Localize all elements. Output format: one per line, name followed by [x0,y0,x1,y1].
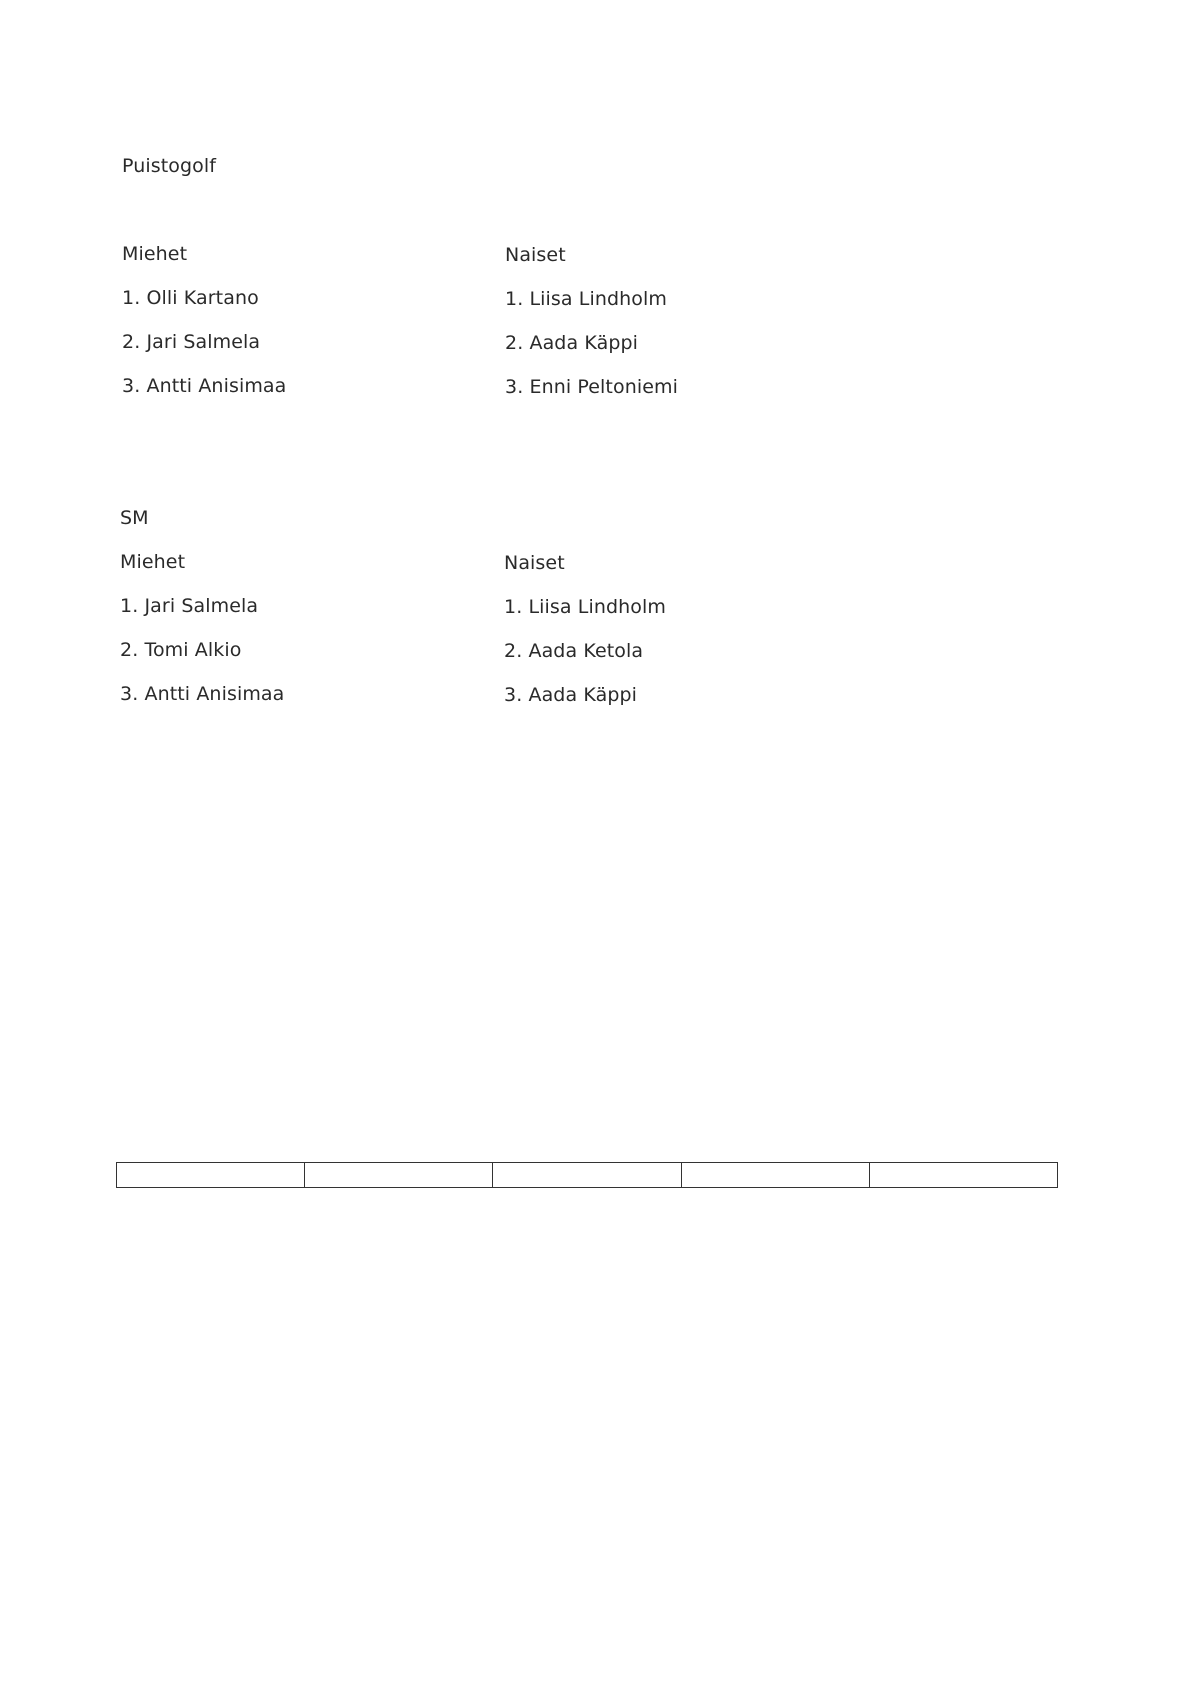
section-heading-sm: SM [120,507,149,529]
men-result-3: 3. Antti Anisimaa [122,375,287,397]
women-heading: Naiset [505,244,566,266]
men-result-3: 3. Antti Anisimaa [120,683,285,705]
women-result-2: 2. Aada Ketola [504,640,644,662]
table-cell [117,1163,305,1188]
table-cell [681,1163,869,1188]
women-result-1: 1. Liisa Lindholm [505,288,668,310]
men-result-1: 1. Olli Kartano [122,287,259,309]
blank-table [116,1162,1058,1188]
men-heading: Miehet [120,551,186,573]
women-heading: Naiset [504,552,565,574]
document-title: Puistogolf [122,155,217,177]
women-result-3: 3. Aada Käppi [504,684,638,706]
table-row [117,1163,1058,1188]
women-result-2: 2. Aada Käppi [505,332,639,354]
men-result-1: 1. Jari Salmela [120,595,259,617]
men-heading: Miehet [122,243,188,265]
men-result-2: 2. Tomi Alkio [120,639,242,661]
table-cell [869,1163,1057,1188]
women-result-3: 3. Enni Peltoniemi [505,376,678,398]
men-result-2: 2. Jari Salmela [122,331,261,353]
table-cell [305,1163,493,1188]
table-cell [493,1163,681,1188]
women-result-1: 1. Liisa Lindholm [504,596,667,618]
